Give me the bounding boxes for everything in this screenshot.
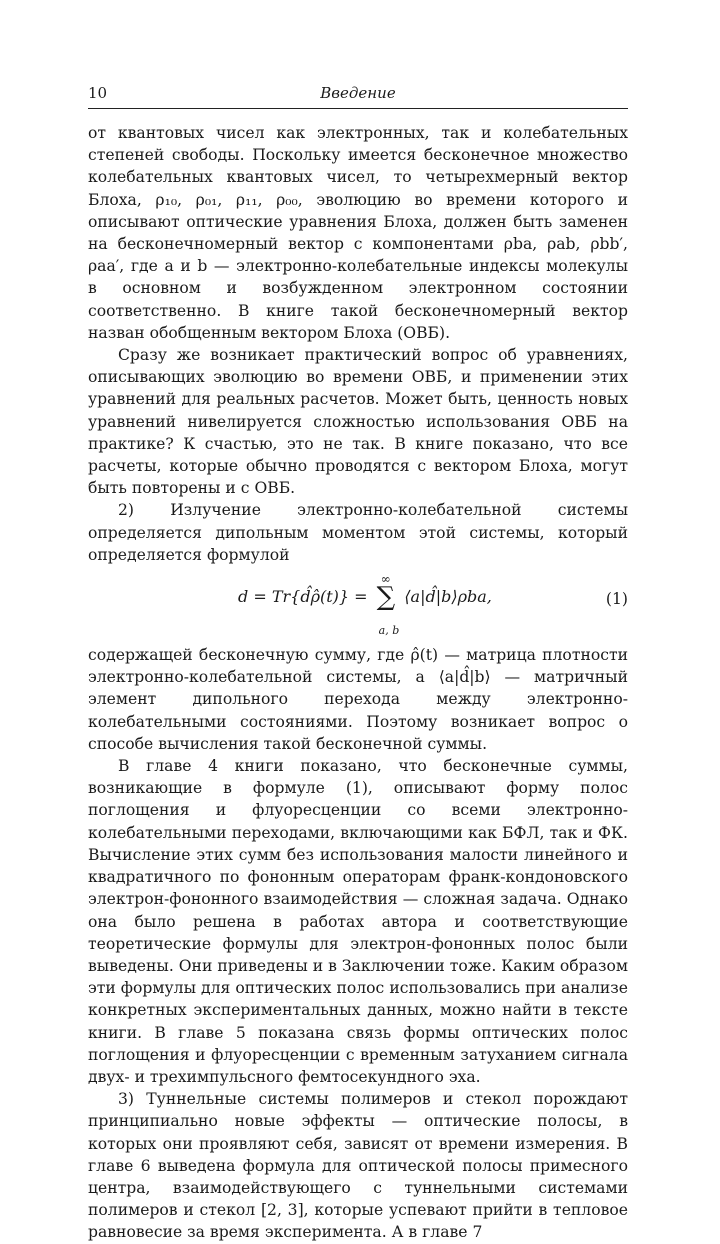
sum-upper-limit: ∞ <box>380 572 391 587</box>
paragraph-6: 3) Туннельные системы полимеров и стекол порождают принципиально новые эффекты — оптические полосы, в которых они проявляют себя, зависят от времени измерения. В главе 6 выведена формула для оптической полосы примесного центра, взаимодействующего с туннельными системами полимеров и стекол [2, 3], которые успевают прийти в тепловое равновесие за время эксперимента. А в главе 7 <box>88 1090 628 1242</box>
running-title: Введение <box>320 84 396 102</box>
sum-lower-limit: a, b <box>378 624 400 638</box>
paragraph-2: Сразу же возникает практический вопрос об уравнениях, описывающих эволюцию во времени ОВБ, и применении этих уравнений для реальных расчетов. Может быть, ценность новых уравнений нивелируется сложностью использования ОВБ на практике? К счастью, это не так. В книге показано, что все расчеты, которые обычно проводятся с вектором Блоха, могут быть повторены и с ОВБ. <box>88 346 628 498</box>
equation-1 <box>88 572 628 640</box>
equation-body <box>238 572 492 638</box>
page-body <box>88 122 628 1244</box>
page-number: 10 <box>88 84 108 102</box>
paragraph-1: от квантовых чисел как электронных, так и колебательных степеней свободы. Поскольку имеется бесконечное множество колебательных квантовых чисел, то четырехмерный вектор Блоха, ρ₁₀, ρ₀₁, ρ₁₁, ρ₀₀, эволюцию во времени которого и описывают оптические уравнения Блоха, должен быть заменен на бесконечномерный вектор с компонентами ρba, ρab, ρbb′, ρaa′, где a и b — электронно-колебательные индексы молекулы в основном и возбужденном электронном состоянии соответственно. В книге такой бесконечномерный вектор назван обобщенным вектором Блоха (ОВБ). <box>88 124 628 342</box>
sum-symbol: ∑ <box>376 582 396 613</box>
paragraph-3: 2) Излучение электронно-колебательной системы определяется дипольным моментом этой системы, который определяется формулой <box>88 501 628 564</box>
paragraph-5: В главе 4 книги показано, что бесконечные суммы, возникающие в формуле (1), описывают форму полос поглощения и флуоресценции со всеми электронно-колебательными переходами, включающими как БФЛ, так и ФК. Вычисление этих сумм без использования малости линейного и квадратичного по фононным операторам франк-кондоновского электрон-фононного взаимодействия — сложная задача. Однако она было решена в работах автора и соответствующие теоретические формулы для электрон-фононных полос были выведены. Они приведены и в Заключении тоже. Каким образом эти формулы для оптических полос использовались при анализе конкретных экспериментальных данных, можно найти в тексте книги. В главе 5 показана связь формы оптических полос поглощения и флуоресценции с временным затуханием сигнала двух- и трехимпульсного фемтосекундного эха. <box>88 757 628 1086</box>
equation-rhs: ⟨a|d̂|b⟩ρba, <box>404 587 492 607</box>
header-rule <box>88 108 628 109</box>
sum-operator <box>376 572 400 638</box>
equation-lhs: d = Tr{d̂ρ̂(t)} = <box>238 587 368 607</box>
paragraph-4: содержащей бесконечную сумму, где ρ̂(t) — матрица плотности электронно-колебательной системы, а ⟨a|d̂|b⟩ — матричный элемент дипольного перехода между электронно-колебательными состояниями. Поэтому возникает вопрос о способе вычисления такой бесконечной суммы. <box>88 646 628 753</box>
equation-number: (1) <box>605 590 628 609</box>
page-header <box>88 84 628 108</box>
